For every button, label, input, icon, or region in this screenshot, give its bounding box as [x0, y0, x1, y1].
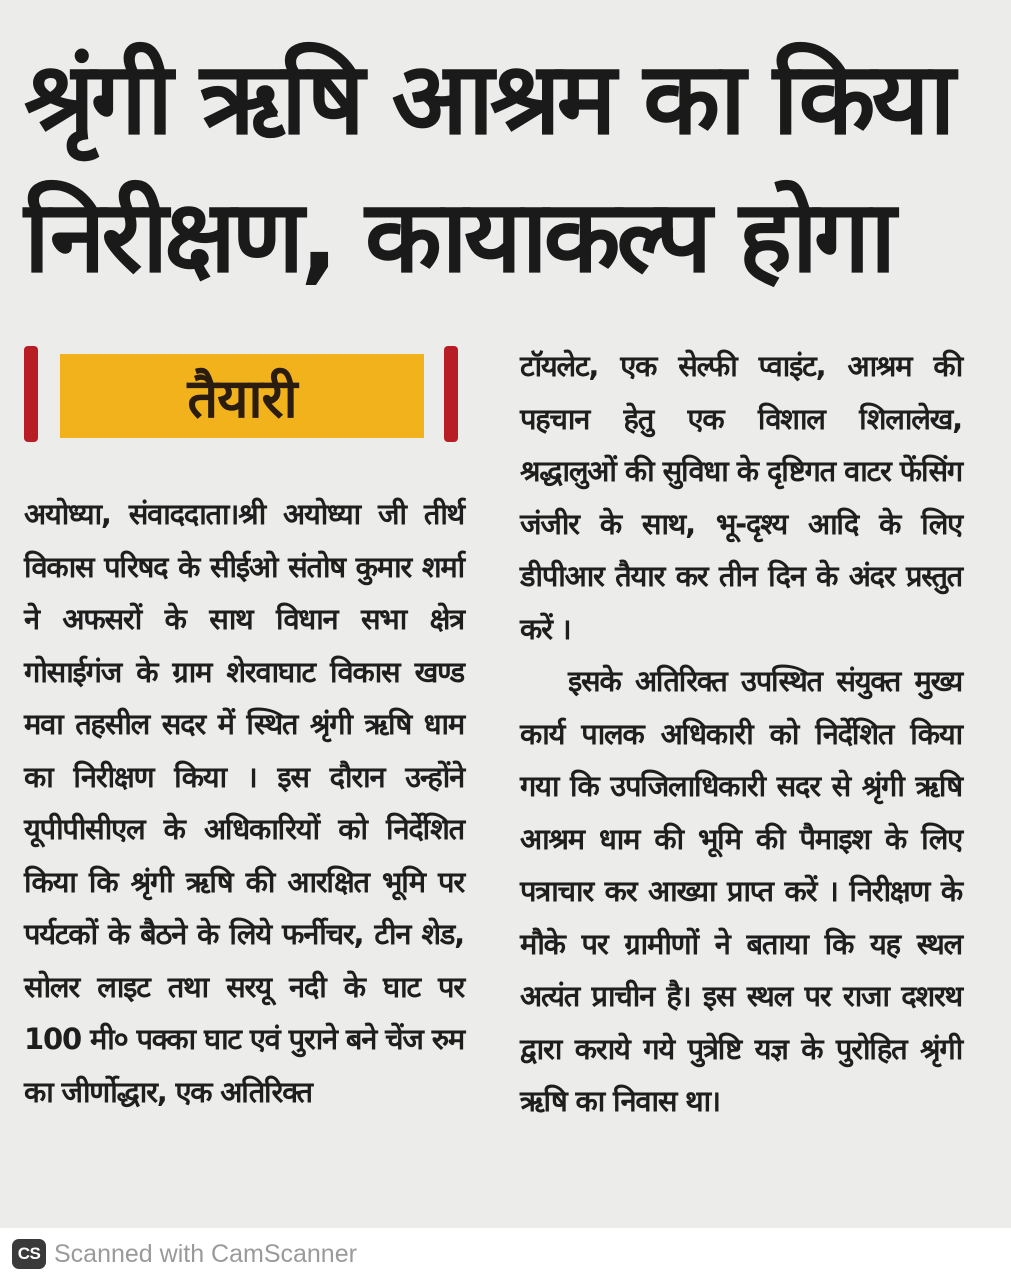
- scanner-footer: [0, 1228, 1011, 1280]
- paragraph-2: इसके अतिरिक्त उपस्थित संयुक्त मुख्य कार्य पालक अधिकारी को निर्देशित किया गया कि उपजिलाधिकारी सदर से श्रृंगी ऋषि आश्रम धाम की भूमि की पैमाइश के लिए पत्राचार कर आख्या प्राप्त करें । निरीक्षण के मौके पर ग्रामीणों ने बताया कि यह स्थल अत्यंत प्राचीन है। इस स्थल पर राजा दशरथ द्वारा कराये गये पुत्रेष्टि यज्ञ के पुरोहित श्रृंगी ऋषि का निवास था।: [520, 664, 962, 1118]
- camscanner-logo-text: CS: [17, 1244, 41, 1263]
- tag-right-bar: [444, 346, 458, 442]
- section-tag: [24, 346, 460, 446]
- article-column-right: [520, 340, 962, 1128]
- tag-label: तैयारी: [187, 367, 297, 430]
- dateline: अयोध्या, संवाददाता।: [24, 497, 239, 531]
- camscanner-logo-icon: [12, 1239, 46, 1269]
- tag-box: [60, 354, 424, 438]
- scanner-watermark-text: Scanned with CamScanner: [54, 1239, 357, 1268]
- headline-line-1: श्रृंगी ऋषि आश्रम का किया: [24, 40, 952, 157]
- paragraph-1-part-2: टॉयलेट, एक सेल्फी प्वाइंट, आश्रम की पहचान हेतु एक विशाल शिलालेख, श्रद्धालुओं की सुविधा के दृष्टिगत वाटर फेंसिंग जंजीर के साथ, भू-दृश्य आदि के लिए डीपीआर तैयार कर तीन दिन के अंदर प्रस्तुत करें ।: [520, 349, 962, 646]
- paragraph-1-left-text: श्री अयोध्या जी तीर्थ विकास परिषद के सीईओ संतोष कुमार शर्मा ने अफसरों के साथ विधान सभा क्षेत्र गोसाईगंज के ग्राम शेरवाघाट विकास खण्ड मवा तहसील सदर में स्थित श्रृंगी ऋषि धाम का निरीक्षण किया । इस दौरान उन्होंने यूपीपीसीएल के अधिकारियों को निर्देशित किया कि श्रृंगी ऋषि की आरक्षित भूमि पर पर्यटकों के बैठने के लिये फर्नीचर, टीन शेड, सोलर लाइट तथा सरयू नदी के घाट पर 100 मी० पक्का घाट एवं पुराने बने चेंज रुम का जीर्णोद्धार, एक अतिरिक्त: [24, 497, 464, 1109]
- article-column-left: [24, 488, 464, 1118]
- paragraph-1-part-1: [24, 488, 464, 1118]
- tag-left-bar: [24, 346, 38, 442]
- headline: [24, 30, 984, 306]
- headline-line-2: निरीक्षण, कायाकल्प होगा: [24, 178, 893, 295]
